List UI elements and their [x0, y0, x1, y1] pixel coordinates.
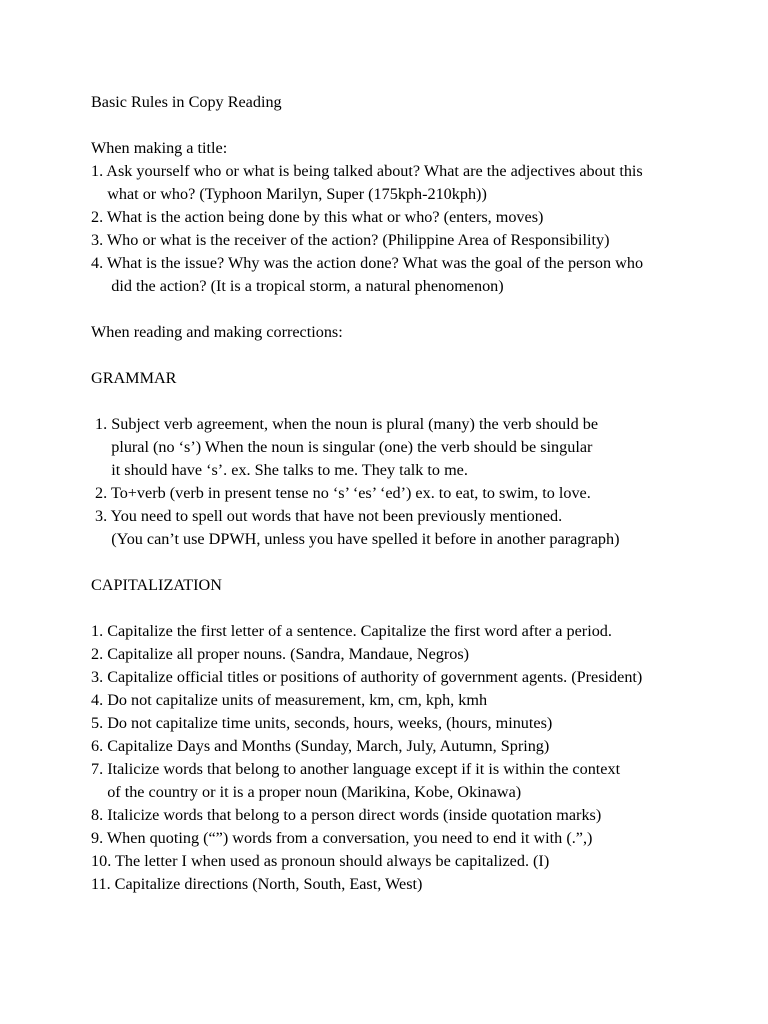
grammar-rule-line: (You can’t use DPWH, unless you have spelled it before in another paragraph) [91, 530, 620, 548]
title-rule-line: 2. What is the action being done by this what or who? (enters, moves) [91, 208, 544, 226]
title-rule-line: 4. What is the issue? Why was the action done? What was the goal of the person who [91, 254, 644, 272]
capitalization-rule-line: 4. Do not capitalize units of measurement, km, cm, kph, kmh [91, 691, 488, 709]
grammar-rule-line: plural (no ‘s’) When the noun is singular (one) the verb should be singular [91, 438, 593, 456]
spacer [91, 114, 691, 137]
title-rule-line: what or who? (Typhoon Marilyn, Super (175kph-210kph)) [91, 185, 487, 203]
spacer [91, 344, 691, 367]
document-page [91, 91, 691, 896]
title-rule-line: did the action? (It is a tropical storm, a natural phenomenon) [91, 277, 504, 295]
title-rule-line: 1. Ask yourself who or what is being talked about? What are the adjectives about this [91, 162, 643, 180]
grammar-rule-line: 3. You need to spell out words that have not been previously mentioned. [91, 507, 563, 525]
capitalization-rule-line: 3. Capitalize official titles or positions of authority of government agents. (President) [91, 668, 643, 686]
capitalization-heading: CAPITALIZATION [91, 576, 222, 594]
grammar-rule-line: 1. Subject verb agreement, when the noun is plural (many) the verb should be [91, 415, 599, 433]
capitalization-rule-line: 10. The letter I when used as pronoun should always be capitalized. (I) [91, 852, 550, 870]
spacer [91, 551, 691, 574]
capitalization-rule-line: 1. Capitalize the first letter of a sentence. Capitalize the first word after a period. [91, 622, 612, 640]
spacer [91, 390, 691, 413]
corrections-intro: When reading and making corrections: [91, 323, 343, 341]
capitalization-rule-line: 6. Capitalize Days and Months (Sunday, March, July, Autumn, Spring) [91, 737, 550, 755]
spacer [91, 597, 691, 620]
grammar-rule-line: 2. To+verb (verb in present tense no ‘s’ ‘es’ ‘ed’) ex. to eat, to swim, to love. [91, 484, 591, 502]
grammar-heading: GRAMMAR [91, 369, 177, 387]
document-title: Basic Rules in Copy Reading [91, 93, 282, 111]
capitalization-rule-line: 2. Capitalize all proper nouns. (Sandra, Mandaue, Negros) [91, 645, 470, 663]
capitalization-rule-line: 8. Italicize words that belong to a person direct words (inside quotation marks) [91, 806, 602, 824]
grammar-rule-line: it should have ‘s’. ex. She talks to me. They talk to me. [91, 461, 468, 479]
capitalization-rule-line: of the country or it is a proper noun (Marikina, Kobe, Okinawa) [91, 783, 522, 801]
title-section-intro: When making a title: [91, 139, 228, 157]
capitalization-rule-line: 7. Italicize words that belong to another language except if it is within the context [91, 760, 621, 778]
spacer [91, 298, 691, 321]
title-rule-line: 3. Who or what is the receiver of the action? (Philippine Area of Responsibility) [91, 231, 610, 249]
capitalization-rule-line: 5. Do not capitalize time units, seconds, hours, weeks, (hours, minutes) [91, 714, 553, 732]
capitalization-rule-line: 11. Capitalize directions (North, South, East, West) [91, 875, 423, 893]
capitalization-rule-line: 9. When quoting (“”) words from a conversation, you need to end it with (.”,) [91, 829, 593, 847]
